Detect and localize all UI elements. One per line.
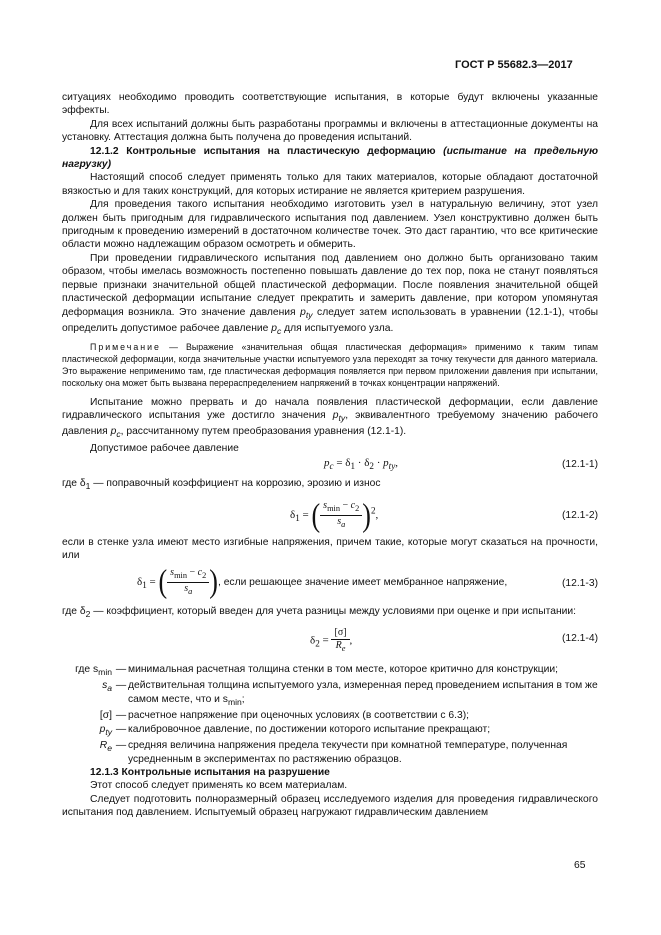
equation-12-1-1: $p_c = \delta_1 \cdot \delta_2 \cdot p_{ty}$, (12.1-1) (324, 457, 598, 472)
paragraph: При проведении гидравлического испытания под давлением оно должно быть организовано таким образом, чтобы имелась возможность постепенно повышать давление до тех пор, пока не станут появляться первые признаки значительной общей пластической деформации. После появления значительной общей пластической деформации испытание следует прекратить и замерить давление, при котором упомянутая деформация возникла. Это значение давления $p_{ty}$ следует затем использовать в уравнении (12.1-1), чтобы определить допустимое рабочее давление $p_c$ для испытуемого узла. (62, 252, 598, 336)
body-text (62, 91, 598, 820)
definition-delta2: где $\delta_2$ — коэффициент, который введен для учета разницы между условиями при оценке и при испытании: (62, 605, 577, 619)
definition-row: где $s_{min}$ — минимальная расчетная толщина стенки в том месте, которое критично для конструкции; (75, 664, 559, 678)
definition-row: $s_a$ — действительная толщина испытуемого узла, измеренная перед проведением испытания в том же самом месте, что и $s_{min}$; (102, 680, 598, 707)
paragraph: если в стенке узла имеют место изгибные напряжения, причем такие, которые могут сказаться на прочности, или (62, 536, 598, 562)
paragraph: Этот способ следует применять ко всем материалам. (90, 780, 348, 792)
equation-12-1-2: $\delta_1$ = ( $\frac{s_{min} - c_2}{s_a}$ )$^2$, (12.1-2) (290, 496, 598, 534)
equation-12-1-3: $\delta_1$ = ( $\frac{s_{min} - c_2}{s_a}$ ), если решающее значение имеет мембранное напряжение, (12.1-3) (137, 563, 598, 600)
definition-delta1: где $\delta_1$ — поправочный коэффициент на коррозию, эрозию и износ (62, 478, 381, 492)
section-heading-12-1-2: 12.1.2 Контрольные испытания на пластическую деформацию (испытание на предельную нагрузку) (62, 145, 598, 171)
definition-row: $R_e$ — средняя величина напряжения предела текучести при комнатной температуре, полученная усредненным в экспериментах по растяжению образцов. (99, 740, 568, 765)
paragraph: Допустимое рабочее давление (90, 442, 239, 454)
definition-row: [σ] — расчетное напряжение при оценочных условиях (в соответствии с 6.3); (99, 710, 470, 722)
document-header: ГОСТ Р 55682.3—2017 (455, 59, 573, 71)
paragraph: Для проведения такого испытания необходимо изготовить узел в натуральную величину, этот узел должен быть пригодным для гидравлического испытания под давлением. Узел конструктивно должен быть пригодным к проведению измерений в достаточном количестве точек. Это даст гарантию, что все критические области можно надлежащим образом осмотреть и обмерить. (62, 199, 598, 251)
section-heading-12-1-3: 12.1.3 Контрольные испытания на разрушение (90, 767, 330, 779)
note: Примечание — Выражение «значительная общая пластическая деформация» применимо к таким типам пластической деформации, когда значительные участки испытуемого узла переходят за точку текучести для данного материала. Это выражение неприменимо там, где пластическая деформация появляется при первом приложении давления при испытании, поскольку она может быть вызвана перераспределением напряжений в точках концентрации напряжений. (62, 342, 598, 388)
paragraph: Следует подготовить полноразмерный образец исследуемого изделия для проведения гидравлического испытания под давлением. Испытуемый образец нагружают гидравлическим давлением (62, 793, 598, 819)
paragraph: Настоящий способ следует применять только для таких материалов, которые обладают достаточной вязкостью и для таких конструкций, для которых истирание не является критерием разрушения. (62, 172, 598, 197)
paragraph: ситуациях необходимо проводить соответствующие испытания, в которые будут включены указанные эффекты. (62, 92, 598, 117)
definitions-list (62, 663, 598, 766)
paragraph: Испытание можно прервать и до начала появления пластической деформации, если давление гидравлического испытания уже достигло значения $p_{ty}$, эквивалентного требуемому значению рабочего давления $p_c$, рассчитанному путем преобразования уравнения (12.1-1). (62, 396, 598, 440)
definition-row: $p_{ty}$ — калибровочное давление, по достижении которого испытание прекращают; (99, 723, 491, 737)
equation-12-1-4: $\delta_2$ = $\frac{[\sigma]}{R_e}$ , (12.1-4) (310, 627, 598, 654)
paragraph: Для всех испытаний должны быть разработаны программы и включены в аттестационные документы на установку. Аттестация должна быть получена до проведения испытаний. (62, 118, 598, 144)
page-number: 65 (574, 860, 586, 871)
